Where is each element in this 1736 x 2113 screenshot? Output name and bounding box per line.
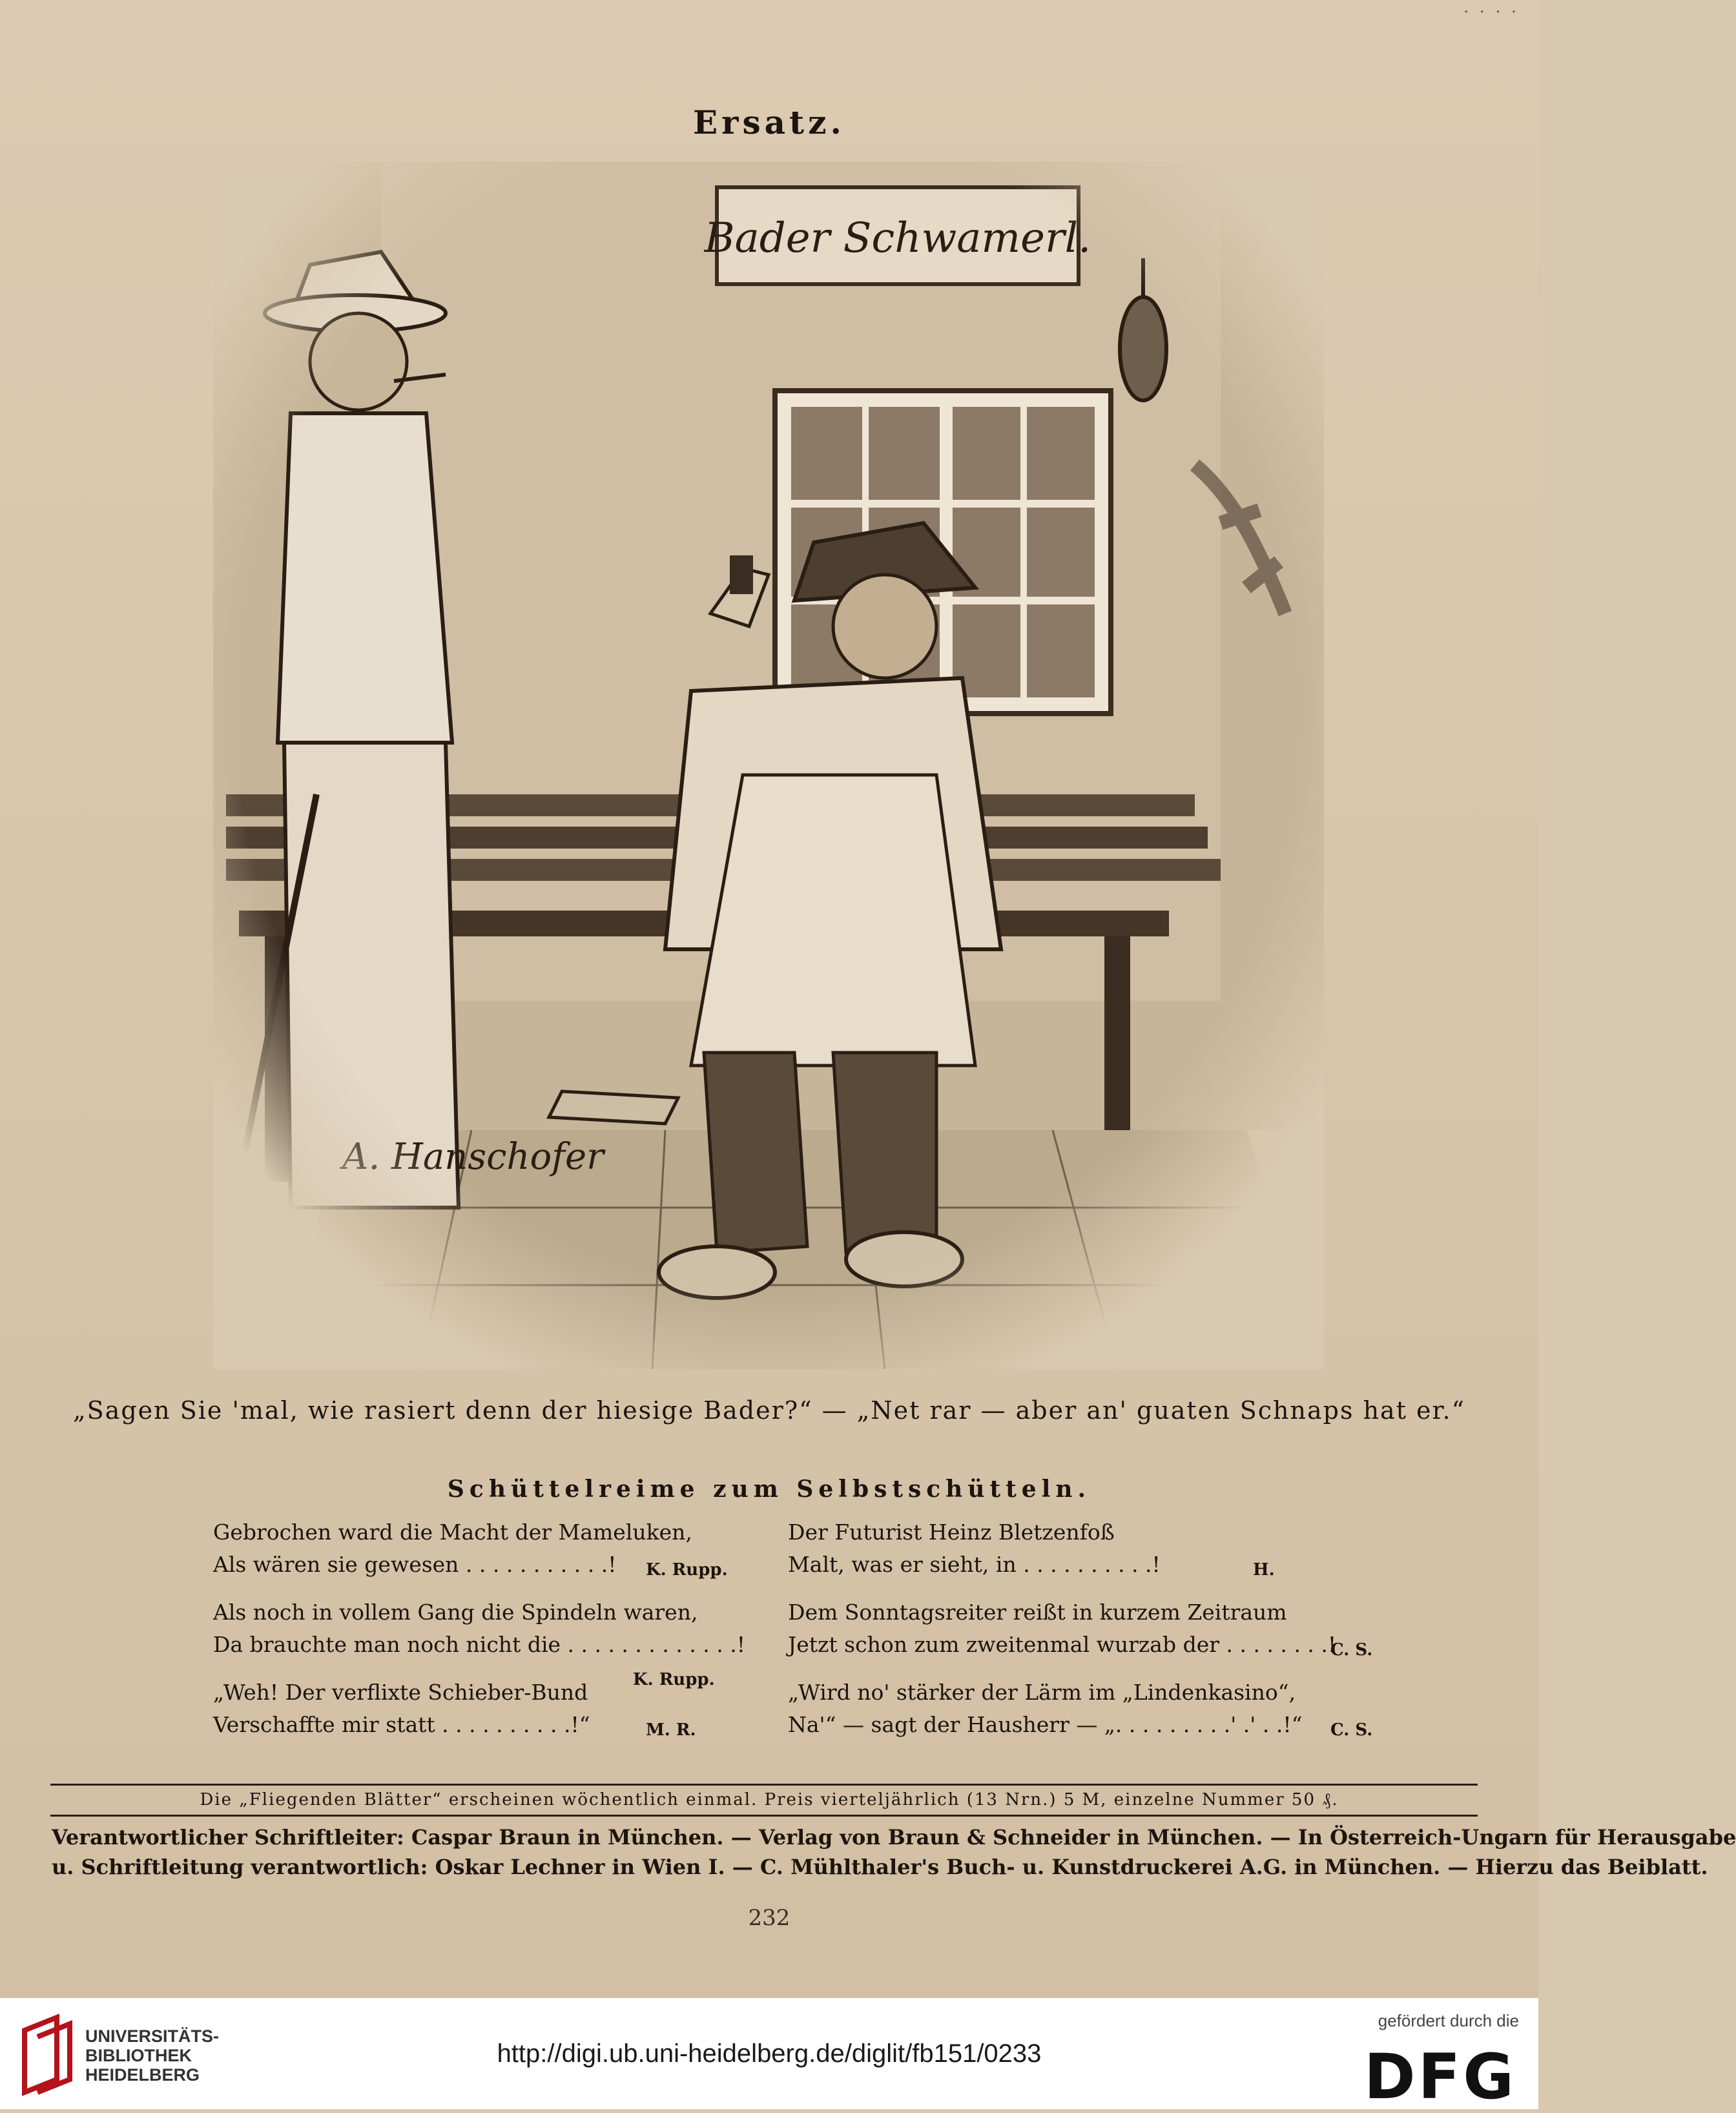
poem-author: H. bbox=[1253, 1560, 1275, 1580]
poem-line: Da brauchte man noch nicht die . . . . . . . . . . . . .! bbox=[213, 1632, 746, 1657]
poem-line: Jetzt schon zum zweitenmal wurzab der . . . . . . . .! bbox=[788, 1632, 1337, 1657]
poem-line: Der Futurist Heinz Bletzenfoß bbox=[788, 1520, 1115, 1545]
funder-label: gefördert durch die bbox=[1378, 2011, 1519, 2030]
library-name-line: HEIDELBERG bbox=[85, 2065, 200, 2085]
illustration bbox=[213, 161, 1324, 1369]
poem bbox=[788, 1596, 1373, 1661]
poem-line: Malt, was er sieht, in . . . . . . . . . .! bbox=[788, 1552, 1161, 1577]
dfg-logo[interactable]: DFG bbox=[1363, 2041, 1516, 2113]
digitization-url-link[interactable]: http://digi.ub.uni-heidelberg.de/diglit/fb151/0233 bbox=[497, 2039, 1042, 2068]
poem-author: C. S. bbox=[1330, 1640, 1373, 1660]
poem-author: M. R. bbox=[646, 1720, 696, 1740]
poem-line: „Weh! Der verflixte Schieber-Bund bbox=[213, 1680, 588, 1705]
imprint-line: u. Schriftleitung verantwortlich: Oskar Lechner in Wien I. — C. Mühlthaler's Buch- u. Kunstdruckerei A.G. in München. — Hierzu das Beiblatt. bbox=[52, 1855, 1708, 1879]
divider bbox=[50, 1815, 1478, 1817]
poem-line: Gebrochen ward die Macht der Mameluken, bbox=[213, 1520, 692, 1545]
poem bbox=[213, 1596, 746, 1689]
poem-line: Na'“ — sagt der Hausherr — „. . . . . . . . .' .' . .!“ bbox=[788, 1712, 1303, 1737]
poems bbox=[213, 1516, 1376, 1749]
divider bbox=[50, 1784, 1478, 1786]
section-title: Schüttelreime zum Selbstschütteln. bbox=[447, 1476, 1091, 1503]
poem bbox=[213, 1516, 728, 1581]
page-edge-mark: · · · · bbox=[1463, 3, 1519, 22]
poem-author: K. Rupp. bbox=[646, 1560, 728, 1580]
illustration-caption: „Sagen Sie 'mal, wie rasiert denn der hiesige Bader?“ — „Net rar — aber an' guaten Schnaps hat er.“ bbox=[72, 1396, 1466, 1425]
page-number: 232 bbox=[748, 1905, 790, 1931]
imprint-line: Verantwortlicher Schriftleiter: Caspar Braun in München. — Verlag von Braun & Schneider in München. — In Österreich-Ungarn für Herausgabe bbox=[52, 1825, 1736, 1850]
poem bbox=[788, 1516, 1275, 1581]
poem-line: Als noch in vollem Gang die Spindeln waren, bbox=[213, 1600, 698, 1625]
poem-line: Als wären sie gewesen . . . . . . . . . . .! bbox=[213, 1552, 617, 1577]
library-name-line: BIBLIOTHEK bbox=[85, 2046, 192, 2065]
poem-line: Verschaffte mir statt . . . . . . . . . .!“ bbox=[213, 1712, 590, 1737]
poem-line: „Wird no' stärker der Lärm im „Lindenkasino“, bbox=[788, 1680, 1296, 1705]
library-name-line: UNIVERSITÄTS- bbox=[85, 2026, 220, 2046]
publication-notice: Die „Fliegenden Blätter“ erscheinen wöchentlich einmal. Preis vierteljährlich (13 Nrn.) 5 M, einzelne Nummer 50 ₰. bbox=[200, 1790, 1339, 1809]
digitization-footer bbox=[0, 1998, 1538, 2113]
poem bbox=[788, 1676, 1373, 1741]
poem-author: K. Rupp. bbox=[633, 1670, 715, 1689]
page-title: Ersatz. bbox=[693, 103, 845, 141]
poem-author: C. S. bbox=[1330, 1720, 1373, 1740]
illustration-drawing bbox=[213, 161, 1324, 1369]
poem-line: Dem Sonntagsreiter reißt in kurzem Zeitraum bbox=[788, 1600, 1287, 1625]
